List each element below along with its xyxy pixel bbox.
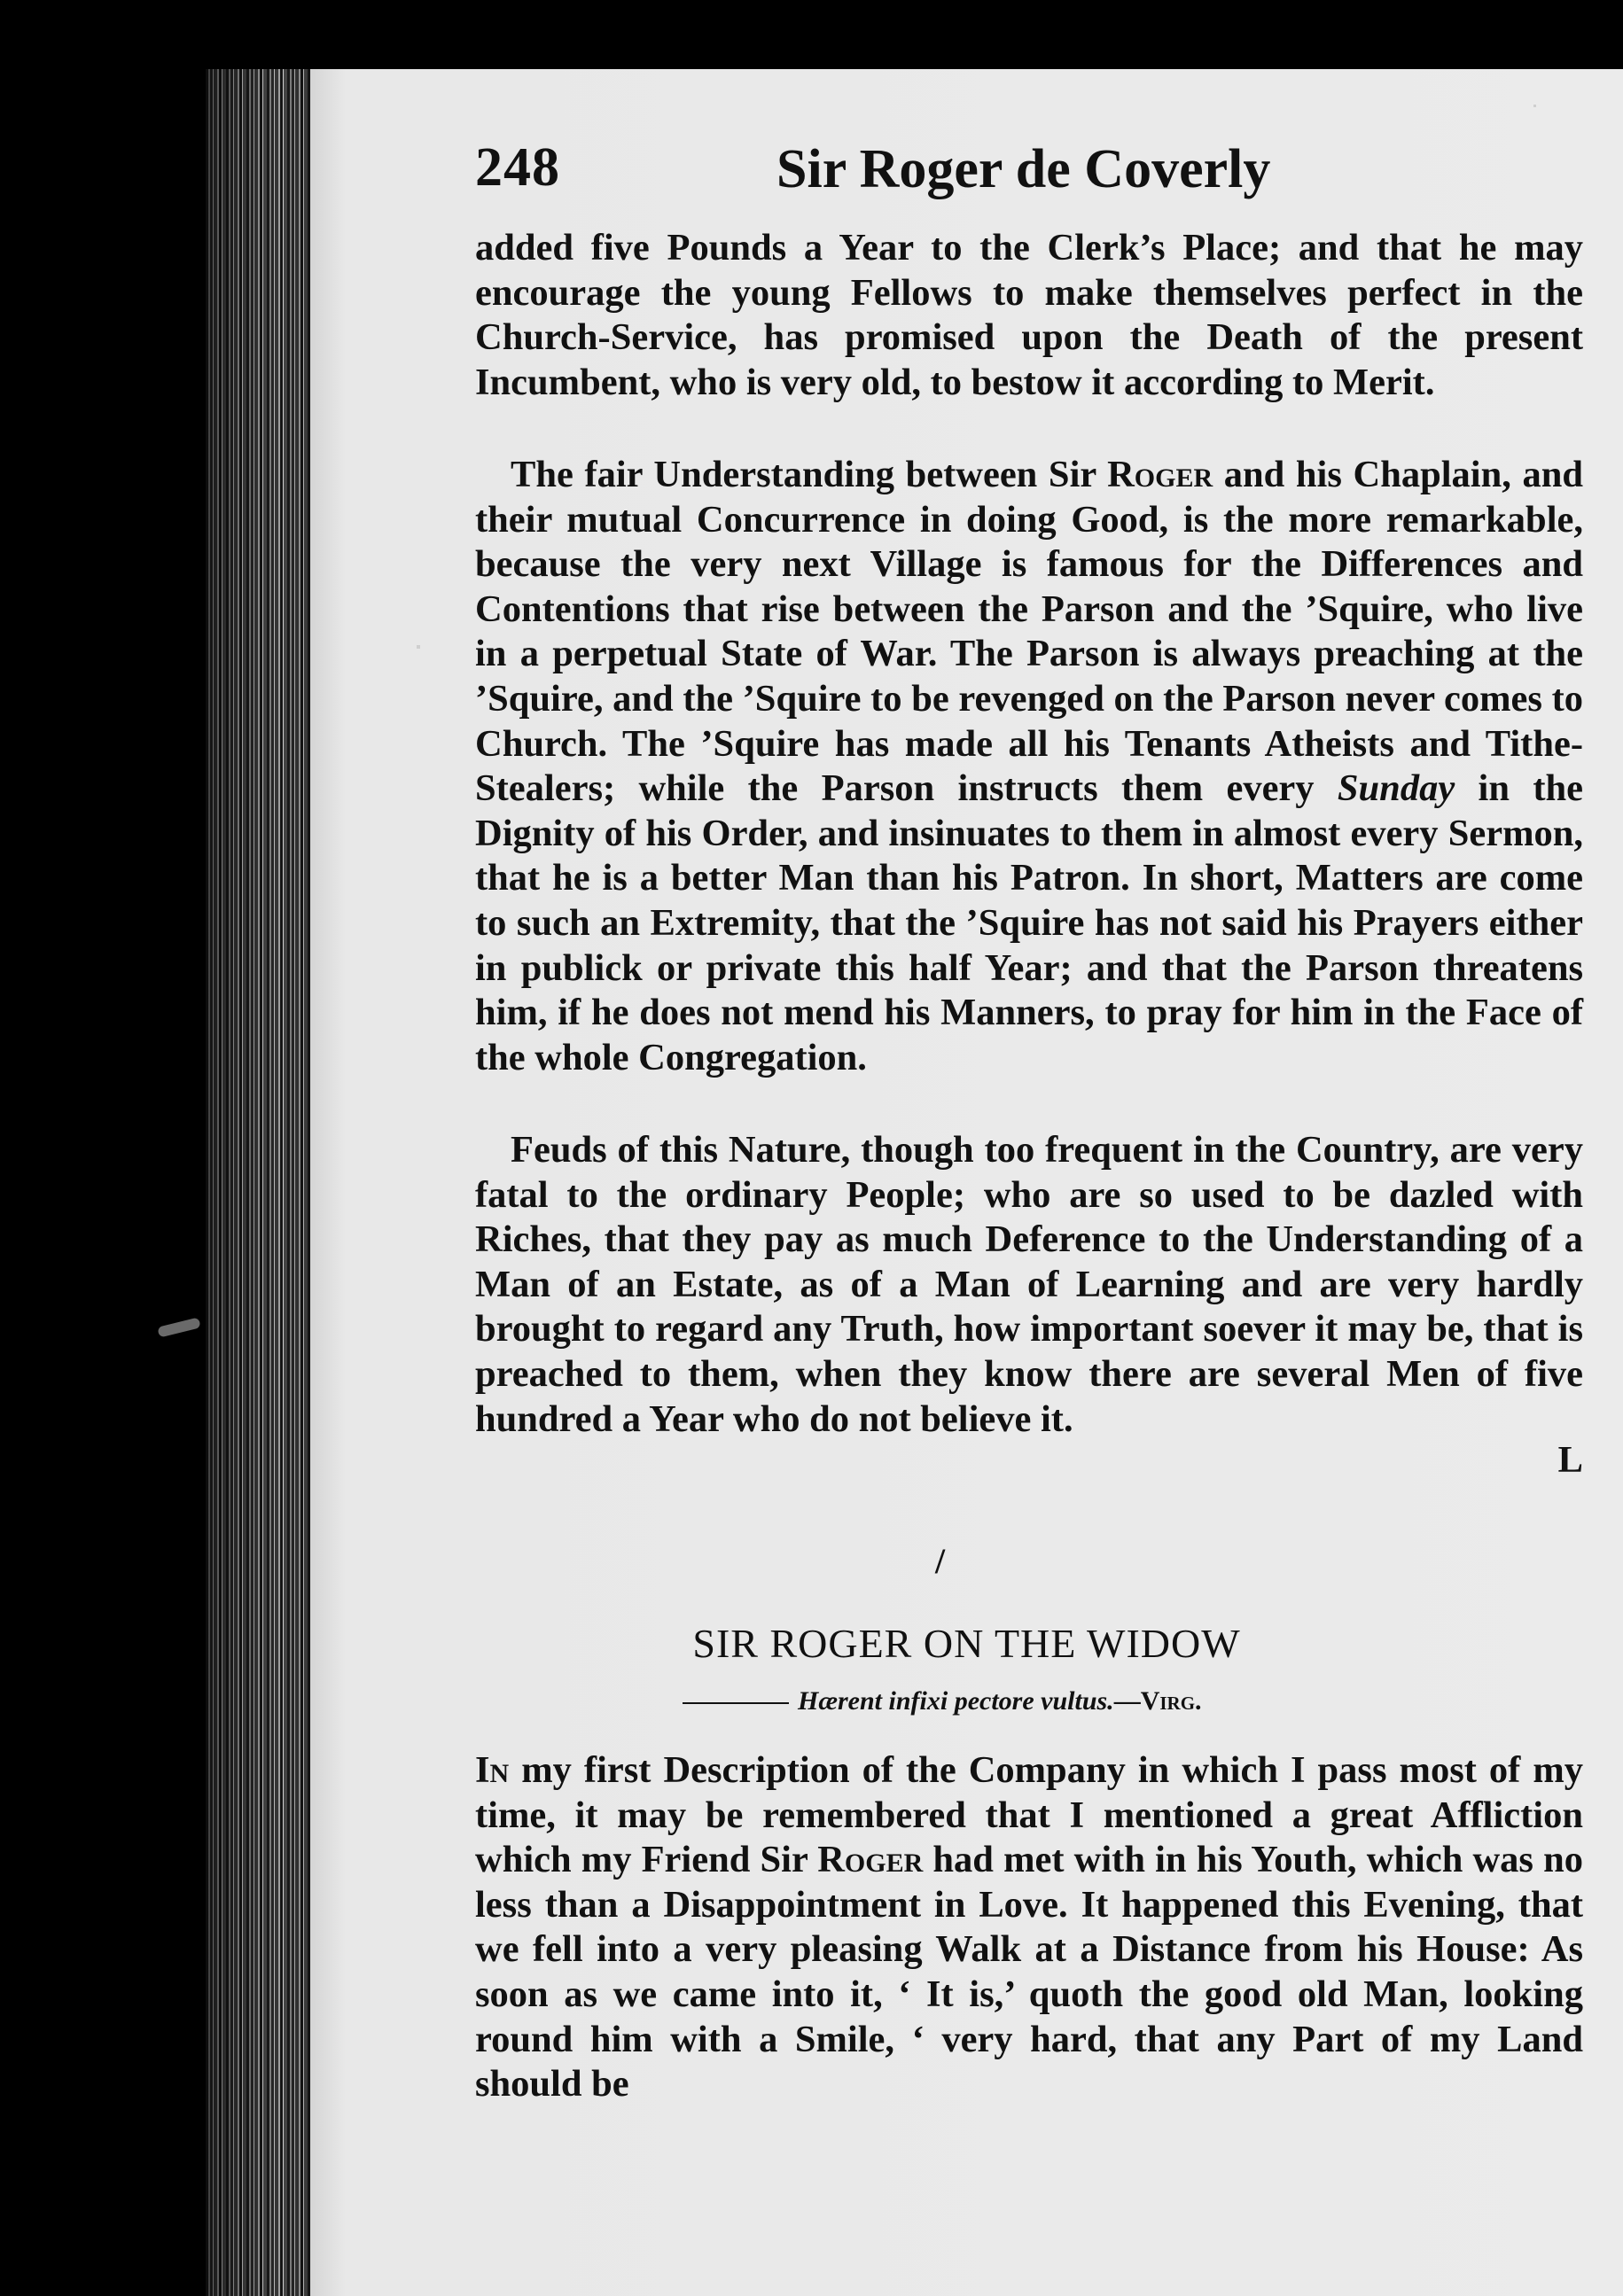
epigraph-dash: — <box>1113 1686 1141 1716</box>
epigraph <box>683 1686 1202 1716</box>
stray-mark: / <box>935 1541 946 1581</box>
paragraph-continuation: added five Pounds a Year to the Clerk’s Place; and that he may encourage the young Fellows to make themselves perfect in the Church-Service, has promised upon the Death of the present Incumbent, who is very old, to bestow it according to Merit. <box>475 227 1583 403</box>
section-title: SIR ROGER ON THE WIDOW <box>692 1621 1241 1666</box>
essay-signature: L <box>1557 1439 1583 1481</box>
running-title: Sir Roger de Coverly <box>776 139 1271 199</box>
book-page <box>310 69 1623 2296</box>
running-head <box>475 136 1623 207</box>
small-caps-name: Roger <box>1107 454 1213 495</box>
italic-word: Sunday <box>1337 767 1455 810</box>
paragraph-text: and his Chaplain, and their mutual Concurrence in doing Good, is the more remarkable, because the very next Village is famous for the Differences and Contentions that rise between the Parson and the ’Squire, who live in a perpetual State of War. The Parson is always preaching at the ’Squire, and the ’Squire to be revenged on the Parson never comes to Church. The ’Squire has made all his Tenants Atheists and Tithe-Stealers; while the Parson instructs them every <box>475 454 1584 810</box>
paragraph-feuds: Feuds of this Nature, though too frequent in the Country, are very fatal to the ordinary People; who are so used to be dazled with Riches, that they pay as much Deference to the Understanding of a Man of an Estate, as of a Man of Learning and are very hardly brought to regard any Truth, how important soever it may be, that is preached to them, when they know there are several Men of five hundred a Year who do not believe it. <box>475 1129 1583 1440</box>
book-page-edges <box>206 69 310 2296</box>
paragraph-widow-opening <box>475 1748 1583 2107</box>
paragraph-chaplain <box>475 453 1583 1080</box>
opening-word: In <box>475 1749 510 1791</box>
paragraph-text: The fair Understanding between Sir <box>511 454 1108 495</box>
paragraph-text: had met with in his Youth, which was no less than a Disappointment in Love. It happened this Evening, that we fell into a very pleasing Walk at a Distance from his House: As soon as we came into it, ‘ It is,’ quoth the good old Man, looking round him with a Smile, ‘ very hard, that any Part of my Land should be <box>475 1839 1583 2105</box>
paragraph-text: my first Description of the Company in which I pass most of my time, it may be remembered that I mentioned a great Affliction which my Friend Sir <box>475 1749 1583 1881</box>
epigraph-latin: Hærent infixi pectore vultus. <box>798 1686 1114 1716</box>
paper-speck <box>417 645 420 649</box>
paper-speck <box>1533 105 1536 107</box>
scan-blot <box>157 1317 200 1337</box>
epigraph-author: Virg. <box>1140 1686 1202 1716</box>
small-caps-name: Roger <box>817 1839 924 1881</box>
page-number: 248 <box>475 137 560 198</box>
epigraph-rule <box>683 1702 789 1704</box>
paragraph-text: in the Dignity of his Order, and insinuates to them in almost every Sermon, that he is a better Man than his Patron. In short, Matters are come to such an Extremity, that the ’Squire has not said his Prayers either in publick or private this half Year; and that the Parson threatens him, if he does not mend his Manners, to pray for him in the Face of the whole Congregation. <box>475 767 1583 1078</box>
